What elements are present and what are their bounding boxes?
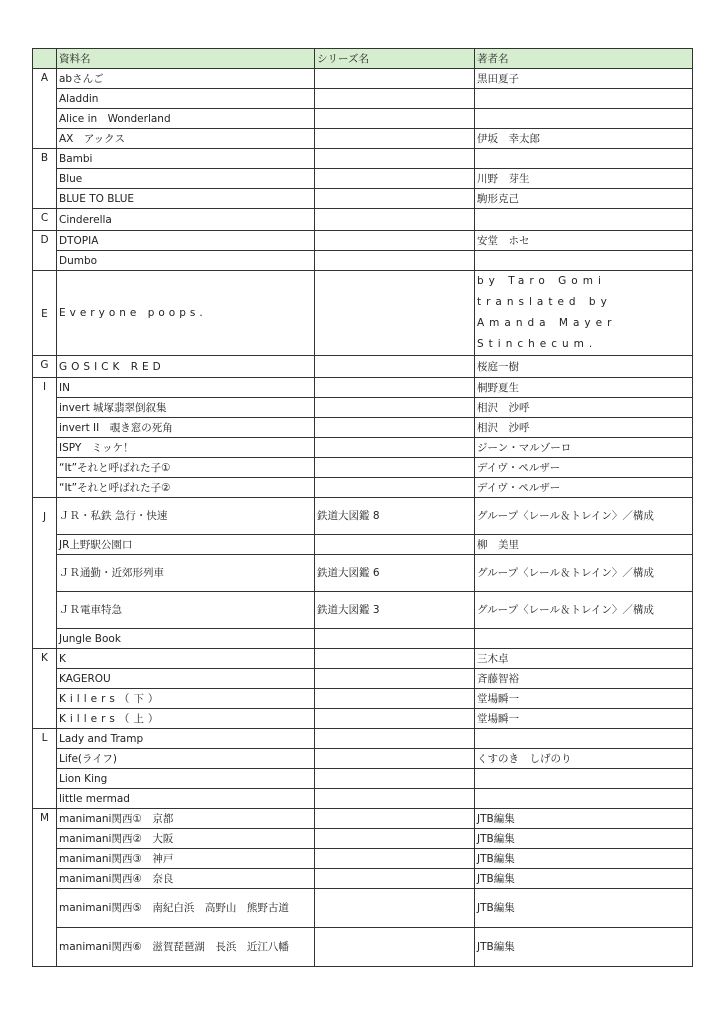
table-row xyxy=(33,769,693,789)
header-series: シリーズ名 xyxy=(315,49,475,69)
group-letter-j: J xyxy=(33,498,57,649)
row-title: manimani関西① 京都 xyxy=(57,809,315,829)
row-title: GOSICK RED xyxy=(57,356,315,378)
table-row xyxy=(33,418,693,438)
book-list-table xyxy=(32,48,693,967)
row-series xyxy=(315,829,475,849)
group-letter-m: M xyxy=(33,809,57,967)
row-author: JTB編集 xyxy=(475,889,693,928)
row-series xyxy=(315,356,475,378)
row-author: 堂場瞬一 xyxy=(475,709,693,729)
row-author: グループ〈レール＆トレイン〉／構成 xyxy=(475,498,693,535)
row-title: manimani関西⑥ 滋賀琵琶湖 長浜 近江八幡 xyxy=(57,928,315,967)
row-series xyxy=(315,729,475,749)
header-row xyxy=(33,49,693,69)
group-letter-c: C xyxy=(33,209,57,231)
row-series xyxy=(315,629,475,649)
row-series xyxy=(315,849,475,869)
table-row xyxy=(33,251,693,271)
row-series xyxy=(315,535,475,555)
table-row xyxy=(33,189,693,209)
row-author xyxy=(475,789,693,809)
row-series xyxy=(315,149,475,169)
table-row xyxy=(33,398,693,418)
row-series xyxy=(315,209,475,231)
row-title: Dumbo xyxy=(57,251,315,271)
row-title: Cinderella xyxy=(57,209,315,231)
row-author: 柳 美里 xyxy=(475,535,693,555)
row-title: ＪＲ通勤・近郊形列車 xyxy=(57,555,315,592)
row-series xyxy=(315,129,475,149)
row-title: “It”それと呼ばれた子② xyxy=(57,478,315,498)
row-title: Alice in Wonderland xyxy=(57,109,315,129)
row-series xyxy=(315,789,475,809)
header-author: 著者名 xyxy=(475,49,693,69)
row-author: 桜庭一樹 xyxy=(475,356,693,378)
group-letter-l: L xyxy=(33,729,57,809)
row-series xyxy=(315,271,475,356)
table-row xyxy=(33,169,693,189)
row-series xyxy=(315,478,475,498)
table-row xyxy=(33,356,693,378)
row-author: JTB編集 xyxy=(475,869,693,889)
row-series xyxy=(315,398,475,418)
row-author: JTB編集 xyxy=(475,829,693,849)
row-series xyxy=(315,709,475,729)
row-title: Bambi xyxy=(57,149,315,169)
row-title: little mermad xyxy=(57,789,315,809)
row-series xyxy=(315,418,475,438)
table-row xyxy=(33,829,693,849)
row-author: 伊坂 幸太郎 xyxy=(475,129,693,149)
group-letter-k: K xyxy=(33,649,57,729)
group-letter-i: I xyxy=(33,378,57,498)
row-title: Blue xyxy=(57,169,315,189)
table-row xyxy=(33,849,693,869)
row-series xyxy=(315,438,475,458)
table-row xyxy=(33,592,693,629)
table-row xyxy=(33,809,693,829)
table-row xyxy=(33,749,693,769)
row-title: BLUE TO BLUE xyxy=(57,189,315,209)
table-row xyxy=(33,498,693,535)
row-title: JR上野駅公園口 xyxy=(57,535,315,555)
table-row xyxy=(33,69,693,89)
row-author: 相沢 沙呼 xyxy=(475,418,693,438)
row-author: デイヴ・ペルザー xyxy=(475,458,693,478)
row-author: 安堂 ホセ xyxy=(475,231,693,251)
group-letter-d: D xyxy=(33,231,57,271)
row-author: 相沢 沙呼 xyxy=(475,398,693,418)
row-author: ジーン・マルゾーロ xyxy=(475,438,693,458)
row-title: abさんご xyxy=(57,69,315,89)
row-title: ISPY ミッケ！ xyxy=(57,438,315,458)
row-title: Killers（下） xyxy=(57,689,315,709)
row-title: manimani関西② 大阪 xyxy=(57,829,315,849)
row-series xyxy=(315,749,475,769)
row-title: invert II 覗き窓の死角 xyxy=(57,418,315,438)
row-series xyxy=(315,649,475,669)
table-row xyxy=(33,889,693,928)
table-row xyxy=(33,709,693,729)
row-title: IN xyxy=(57,378,315,398)
row-title: manimani関西⑤ 南紀白浜 高野山 熊野古道 xyxy=(57,889,315,928)
group-letter-g: G xyxy=(33,356,57,378)
row-author xyxy=(475,251,693,271)
row-series xyxy=(315,669,475,689)
row-author: グループ〈レール＆トレイン〉／構成 xyxy=(475,592,693,629)
row-series xyxy=(315,169,475,189)
table-row xyxy=(33,729,693,749)
row-author xyxy=(475,149,693,169)
header-title: 資料名 xyxy=(57,49,315,69)
row-series: 鉄道大図鑑 6 xyxy=(315,555,475,592)
row-title: AX アックス xyxy=(57,129,315,149)
row-title: K xyxy=(57,649,315,669)
row-author: JTB編集 xyxy=(475,849,693,869)
row-title: KAGEROU xyxy=(57,669,315,689)
table-row xyxy=(33,129,693,149)
table-row xyxy=(33,555,693,592)
row-title: Lady and Tramp xyxy=(57,729,315,749)
row-author: デイヴ・ペルザー xyxy=(475,478,693,498)
group-letter-b: B xyxy=(33,149,57,209)
row-author: JTB編集 xyxy=(475,928,693,967)
row-series xyxy=(315,89,475,109)
group-letter-e: E xyxy=(33,271,57,356)
row-author: グループ〈レール＆トレイン〉／構成 xyxy=(475,555,693,592)
row-series: 鉄道大図鑑 3 xyxy=(315,592,475,629)
table-row xyxy=(33,231,693,251)
row-author: 堂場瞬一 xyxy=(475,689,693,709)
row-title: Everyone poops. xyxy=(57,271,315,356)
row-title: “It”それと呼ばれた子① xyxy=(57,458,315,478)
row-series xyxy=(315,458,475,478)
row-author: by Taro Gomi translated by Amanda Mayer Stinchecum. xyxy=(475,271,693,356)
table-row xyxy=(33,649,693,669)
row-title: manimani関西③ 神戸 xyxy=(57,849,315,869)
row-author: 斉藤智裕 xyxy=(475,669,693,689)
row-author: くすのき しげのり xyxy=(475,749,693,769)
row-title: ＪＲ電車特急 xyxy=(57,592,315,629)
row-title: Lion King xyxy=(57,769,315,789)
row-author: 駒形克己 xyxy=(475,189,693,209)
table-row xyxy=(33,109,693,129)
row-title: Killers（上） xyxy=(57,709,315,729)
row-author: 川野 芽生 xyxy=(475,169,693,189)
table-row xyxy=(33,149,693,169)
table-row xyxy=(33,869,693,889)
table-row xyxy=(33,535,693,555)
row-series xyxy=(315,889,475,928)
row-series xyxy=(315,251,475,271)
group-letter-a: A xyxy=(33,69,57,149)
row-title: Life(ライフ) xyxy=(57,749,315,769)
table-row xyxy=(33,458,693,478)
row-author xyxy=(475,629,693,649)
row-series: 鉄道大図鑑 8 xyxy=(315,498,475,535)
table-row xyxy=(33,89,693,109)
row-title: Aladdin xyxy=(57,89,315,109)
row-author xyxy=(475,209,693,231)
row-series xyxy=(315,231,475,251)
row-author xyxy=(475,89,693,109)
row-series xyxy=(315,928,475,967)
row-title: ＪＲ・私鉄 急行・快速 xyxy=(57,498,315,535)
row-author xyxy=(475,109,693,129)
row-author: 三木卓 xyxy=(475,649,693,669)
row-series xyxy=(315,769,475,789)
row-author: JTB編集 xyxy=(475,809,693,829)
header-letter xyxy=(33,49,57,69)
table-row xyxy=(33,478,693,498)
table-row xyxy=(33,789,693,809)
row-series xyxy=(315,378,475,398)
table-row xyxy=(33,438,693,458)
row-author: 黒田夏子 xyxy=(475,69,693,89)
table-row xyxy=(33,629,693,649)
table-row xyxy=(33,928,693,967)
table-row xyxy=(33,669,693,689)
row-series xyxy=(315,69,475,89)
row-title: Jungle Book xyxy=(57,629,315,649)
row-series xyxy=(315,869,475,889)
table-row xyxy=(33,378,693,398)
row-series xyxy=(315,809,475,829)
table-row xyxy=(33,271,693,356)
row-author xyxy=(475,729,693,749)
row-title: manimani関西④ 奈良 xyxy=(57,869,315,889)
row-author xyxy=(475,769,693,789)
table-row xyxy=(33,689,693,709)
table-row xyxy=(33,209,693,231)
row-series xyxy=(315,109,475,129)
row-title: DTOPIA xyxy=(57,231,315,251)
row-author: 桐野夏生 xyxy=(475,378,693,398)
row-title: invert 城塚翡翠倒叙集 xyxy=(57,398,315,418)
row-series xyxy=(315,689,475,709)
row-series xyxy=(315,189,475,209)
